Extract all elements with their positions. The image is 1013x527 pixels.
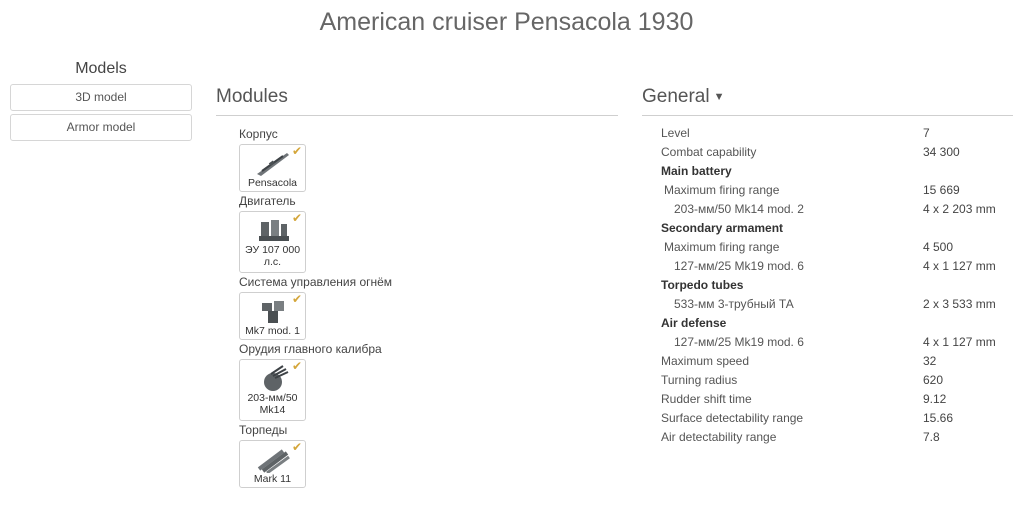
module-group-label: Орудия главного калибра: [239, 342, 382, 356]
caret-down-icon: ▼: [713, 91, 725, 103]
stat-value: 15 669: [923, 183, 960, 197]
module-card-name: Mk7 mod. 1: [245, 325, 300, 337]
check-icon: ✔: [291, 292, 302, 306]
module-group-label: Торпеды: [239, 423, 288, 437]
module-card-fire-control[interactable]: [239, 292, 306, 340]
stat-label: Surface detectability range: [661, 411, 804, 425]
stat-value: 15.66: [923, 411, 954, 425]
stat-value: 4 x 2 203 mm: [923, 202, 996, 216]
torpedo-icon: [253, 445, 293, 473]
stat-value: 4 x 1 127 mm: [923, 335, 996, 349]
modules-panel: [216, 86, 618, 488]
stat-row-main-guns: [642, 200, 1013, 219]
stat-label: Torpedo tubes: [661, 278, 744, 292]
stat-head-secondary: [642, 219, 1013, 238]
stat-row-secondary-firing-range: [642, 238, 1013, 257]
engine-icon: [253, 216, 293, 244]
main-battery-icon: [253, 364, 293, 392]
armor-model-button[interactable]: Armor model: [10, 114, 192, 141]
stat-value: 7.8: [923, 430, 940, 444]
stat-label: Maximum firing range: [664, 240, 780, 254]
stats-table: [642, 124, 1013, 447]
models-title: Models: [75, 60, 127, 77]
module-card-name: Pensacola: [247, 177, 298, 189]
stat-label: Turning radius: [661, 373, 738, 387]
general-toggle[interactable]: [642, 86, 1013, 116]
stat-label: Air defense: [661, 316, 727, 330]
stat-label: Maximum speed: [661, 354, 750, 368]
stat-row-level: [642, 124, 1013, 143]
general-title: General: [642, 86, 710, 107]
module-group-label: Система управления огнём: [239, 275, 393, 289]
stat-row-air-detect: [642, 428, 1013, 447]
stat-row-torpedo-tubes: [642, 295, 1013, 314]
stat-label: 203-мм/50 Mk14 mod. 2: [674, 202, 804, 216]
module-card-torpedo[interactable]: [239, 440, 306, 488]
stat-row-aa-guns: [642, 333, 1013, 352]
stat-value: 2 x 3 533 mm: [923, 297, 996, 311]
stat-value: 34 300: [923, 145, 960, 159]
general-panel: [642, 86, 1013, 447]
stat-value: 620: [923, 373, 944, 387]
stat-value: 32: [923, 354, 937, 368]
module-card-hull[interactable]: [239, 144, 306, 192]
stat-row-main-firing-range: [642, 181, 1013, 200]
stat-head-main-battery: [642, 162, 1013, 181]
stat-label: Secondary armament: [661, 221, 784, 235]
modules-title: Modules: [216, 86, 618, 116]
stat-row-surface-detect: [642, 409, 1013, 428]
stat-value: 7: [923, 126, 930, 140]
stat-label: Level: [661, 126, 690, 140]
module-card-name: 203-мм/50 Mk14: [247, 392, 298, 416]
stat-label: Air detectability range: [661, 430, 777, 444]
stat-head-air-defense: [642, 314, 1013, 333]
stat-label: 127-мм/25 Mk19 mod. 6: [674, 259, 804, 273]
3d-model-button[interactable]: 3D model: [10, 84, 192, 111]
stat-row-rudder-shift: [642, 390, 1013, 409]
stat-label: Combat capability: [661, 145, 757, 159]
module-group-hull: [239, 127, 618, 488]
module-group-label: Двигатель: [239, 194, 296, 208]
models-panel: [10, 60, 192, 144]
check-icon: ✔: [291, 440, 302, 454]
module-card-name: ЭУ 107 000 л.с.: [244, 244, 301, 268]
module-card-engine[interactable]: [239, 211, 306, 273]
page-title: American cruiser Pensacola 1930: [319, 8, 694, 36]
stat-label: Maximum firing range: [664, 183, 780, 197]
module-card-main-battery[interactable]: [239, 359, 306, 421]
stat-label: Rudder shift time: [661, 392, 752, 406]
stat-head-torpedo-tubes: [642, 276, 1013, 295]
stat-row-max-speed: [642, 352, 1013, 371]
stat-label: 127-мм/25 Mk19 mod. 6: [674, 335, 804, 349]
stat-value: 9.12: [923, 392, 947, 406]
module-group-label: Корпус: [239, 127, 278, 141]
stat-value: 4 x 1 127 mm: [923, 259, 996, 273]
fire-control-icon: [253, 297, 293, 325]
stat-value: 4 500: [923, 240, 954, 254]
stat-row-secondary-guns: [642, 257, 1013, 276]
stat-row-turning-radius: [642, 371, 1013, 390]
check-icon: ✔: [291, 144, 302, 158]
stat-label: Main battery: [661, 164, 732, 178]
check-icon: ✔: [291, 359, 302, 373]
stat-label: 533-мм 3-трубный ТА: [674, 297, 794, 311]
check-icon: ✔: [291, 211, 302, 225]
module-card-name: Mark 11: [253, 473, 292, 485]
stat-row-combat-capability: [642, 143, 1013, 162]
hull-icon: [253, 149, 293, 177]
